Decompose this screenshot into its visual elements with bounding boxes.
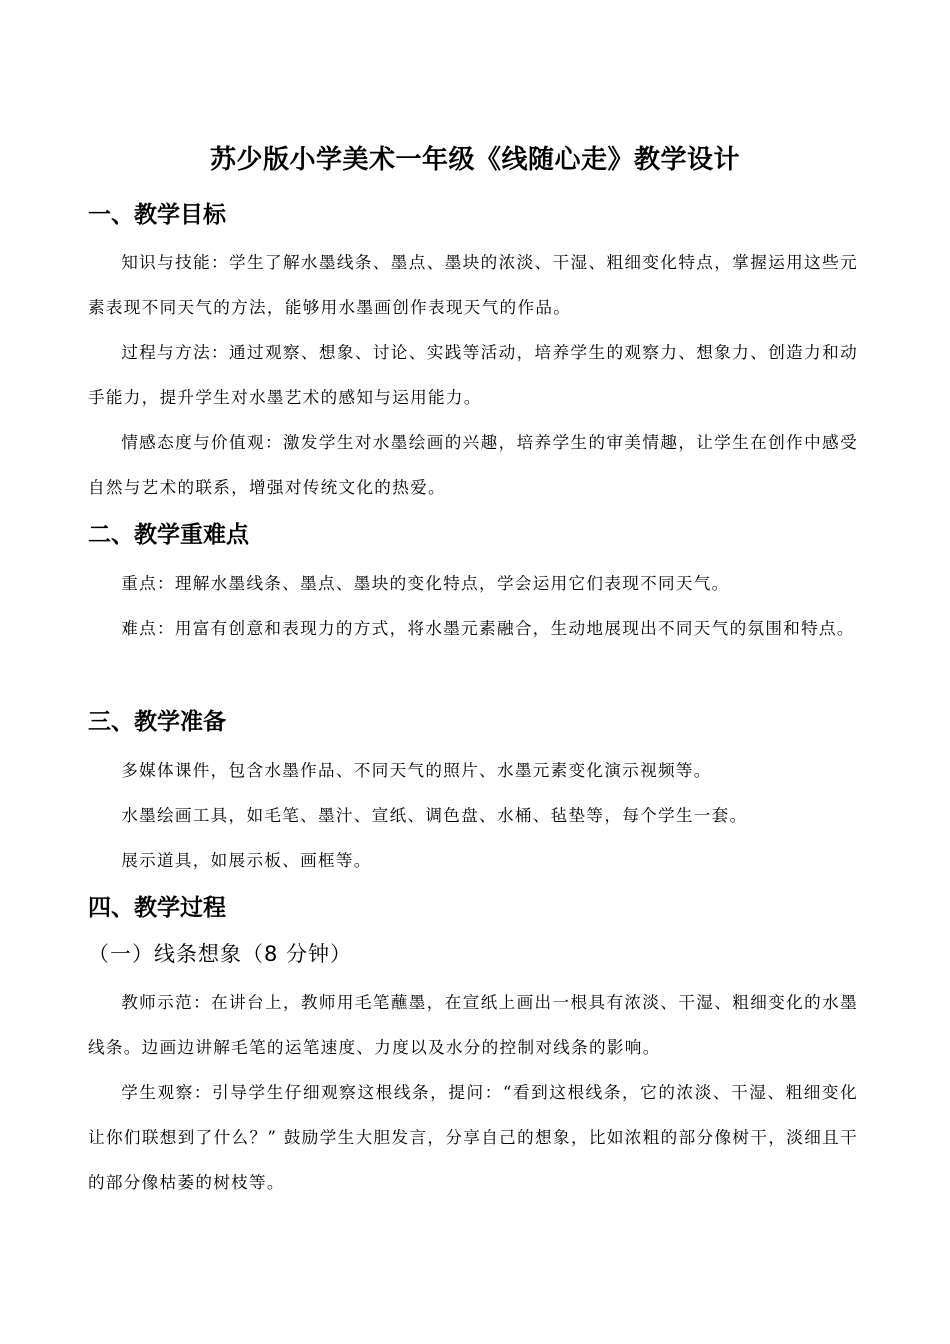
paragraph-student-observation: 学生观察：引导学生仔细观察这根线条，提问：“看到这根线条，它的浓淡、干湿、粗细变化让你们联想到了什么？” 鼓励学生大胆发言，分享自己的想象，比如浓粗的部分像树干，淡细且干的部分像枯萎的树枝等。 <box>88 1083 858 1192</box>
paragraph-knowledge-skills: 知识与技能：学生了解水墨线条、墨点、墨块的浓淡、干湿、粗细变化特点，掌握运用这些元素表现不同天气的方法，能够用水墨画创作表现天气的作品。 <box>88 253 858 317</box>
paragraph-difficulty: 难点：用富有创意和表现力的方式，将水墨元素融合，生动地展现出不同天气的氛围和特点。 <box>121 619 855 638</box>
paragraph-emotion-values: 情感态度与价值观：激发学生对水墨绘画的兴趣，培养学生的审美情趣，让学生在创作中感受自然与艺术的联系，增强对传统文化的热爱。 <box>88 433 858 497</box>
paragraph-key-point: 重点：理解水墨线条、墨点、墨块的变化特点，学会运用它们表现不同天气。 <box>121 574 730 593</box>
paragraph-multimedia: 多媒体课件，包含水墨作品、不同天气的照片、水墨元素变化演示视频等。 <box>121 761 712 780</box>
paragraph-display-props: 展示道具，如展示板、画框等。 <box>121 851 372 870</box>
section-heading-objectives: 一、教学目标 <box>88 202 226 228</box>
subsection-heading-line-imagination: （一）线条想象（8 分钟） <box>88 942 353 966</box>
section-heading-key-points: 二、教学重难点 <box>88 522 249 548</box>
section-heading-process: 四、教学过程 <box>88 895 226 921</box>
paragraph-tools: 水墨绘画工具，如毛笔、墨汁、宣纸、调色盘、水桶、毡垫等，每个学生一套。 <box>121 806 748 825</box>
paragraph-teacher-demo: 教师示范：在讲台上，教师用毛笔蘸墨，在宣纸上画出一根具有浓淡、干湿、粗细变化的水墨线条。边画边讲解毛笔的运笔速度、力度以及水分的控制对线条的影响。 <box>88 993 858 1057</box>
document-title: 苏少版小学美术一年级《线随心走》教学设计 <box>209 145 740 175</box>
section-heading-preparation: 三、教学准备 <box>88 709 226 735</box>
paragraph-process-methods: 过程与方法：通过观察、想象、讨论、实践等活动，培养学生的观察力、想象力、创造力和动手能力，提升学生对水墨艺术的感知与运用能力。 <box>88 343 858 407</box>
